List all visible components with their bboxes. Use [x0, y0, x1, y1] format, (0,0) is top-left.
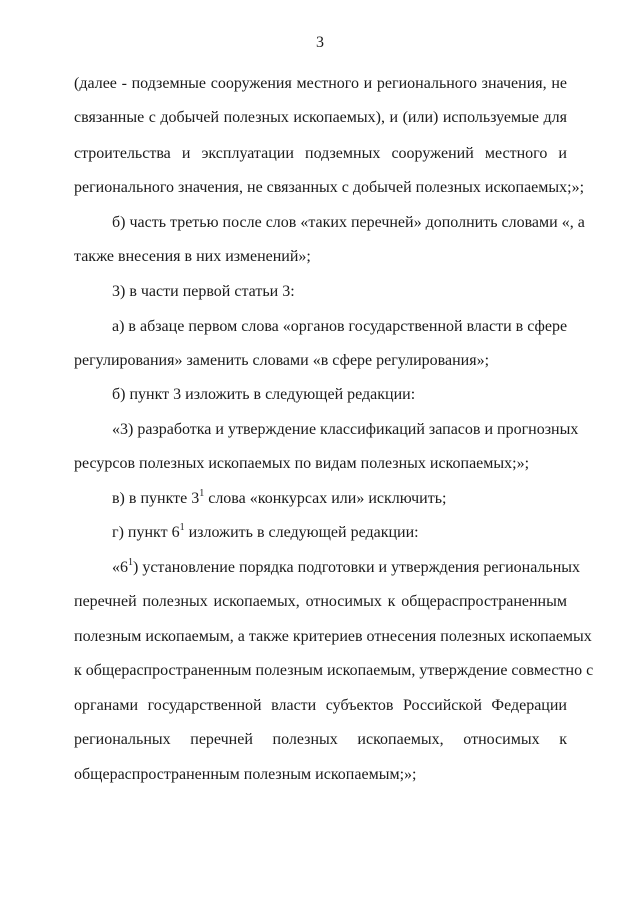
text-segment: «6	[112, 559, 128, 576]
text-segment: в) в пункте 3	[112, 490, 200, 507]
text-line: ресурсов полезных ископаемых по видам полезных ископаемых;»;	[74, 455, 530, 472]
superscript: 1	[179, 521, 185, 533]
text-segment: слова «конкурсах или» исключить;	[204, 490, 447, 507]
text-line: строительства и эксплуатации подземных сооружений местного и	[74, 145, 567, 162]
text-line: регулирования» заменить словами «в сфере регулирования»;	[74, 352, 490, 369]
text-segment: ) установление порядка подготовки и утверждения региональных	[133, 559, 581, 576]
paragraph-first-line	[112, 523, 567, 543]
text-line: (далее - подземные сооружения местного и регионального значения, не	[74, 75, 567, 92]
paragraph-first-line: б) пункт 3 изложить в следующей редакции:	[112, 386, 416, 403]
paragraph-first-line: а) в абзаце первом слова «органов государственной власти в сфере	[112, 318, 568, 335]
page-number: 3	[316, 34, 324, 51]
text-line: общераспространенным полезным ископаемым;»;	[74, 766, 417, 783]
paragraph-first-line: 3) в части первой статьи 3:	[112, 283, 295, 300]
text-line: органами государственной власти субъектов Российской Федерации	[74, 697, 567, 714]
text-line: региональных перечней полезных ископаемых, относимых к	[74, 731, 567, 748]
text-segment: изложить в следующей редакции:	[184, 524, 419, 541]
paragraph-first-line	[112, 556, 581, 578]
text-line: регионального значения, не связанных с добычей полезных ископаемых;»;	[74, 179, 585, 196]
text-line: также внесения в них изменений»;	[74, 248, 311, 265]
text-line: полезным ископаемым, а также критериев отнесения полезных ископаемых	[74, 628, 592, 645]
text-line: к общераспространенным полезным ископаемым, утверждение совместно с	[74, 662, 594, 679]
text-line: перечней полезных ископаемых, относимых к общераспространенным	[74, 593, 567, 610]
paragraph-first-line: «3) разработка и утверждение классификаций запасов и прогнозных	[112, 421, 579, 438]
text-segment: г) пункт 6	[112, 524, 180, 541]
paragraph-first-line: б) часть третью после слов «таких перечней» дополнить словами «, а	[112, 214, 585, 231]
paragraph-first-line	[112, 489, 567, 509]
text-line: связанные с добычей полезных ископаемых), и (или) используемые для	[74, 109, 567, 126]
superscript: 1	[128, 556, 133, 568]
superscript: 1	[199, 487, 205, 499]
